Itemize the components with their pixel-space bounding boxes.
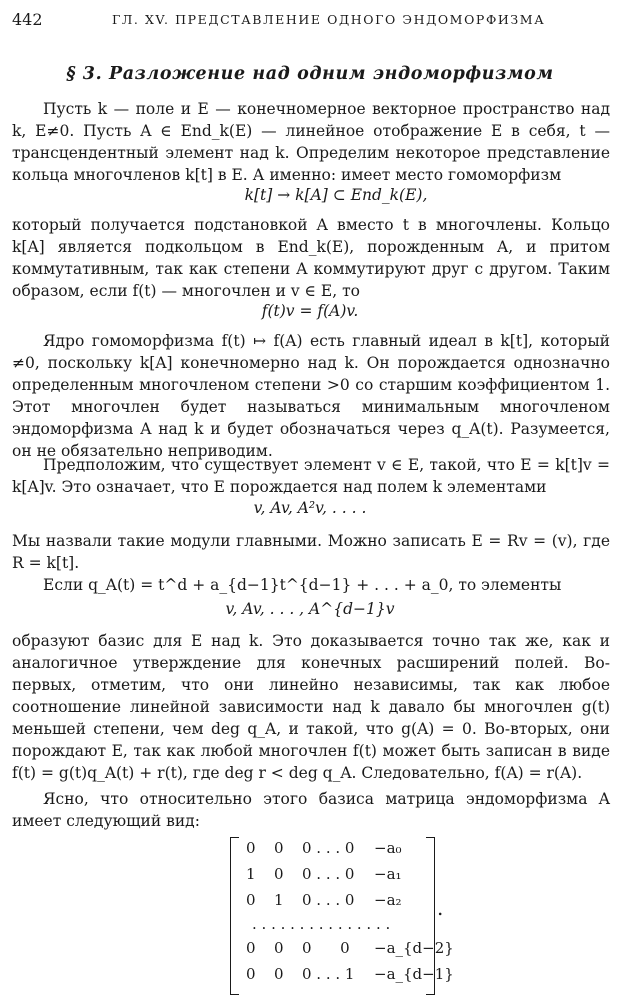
paragraph-5: Мы назвали такие модули главными. Можно записать E = Rv = (v), где R = k[t]. [12, 532, 610, 572]
formula-generators: v, Av, A²v, . . . . [253, 499, 367, 517]
matrix-row: 0 1 0 . . . 0 −a₂ [246, 891, 402, 909]
formula-homomorphism: k[t] → k[A] ⊂ End_k(E), [244, 186, 428, 204]
paragraph-4: Предположим, что существует элемент v ∈ E, такой, что E = k[t]v = k[A]v. Это означает, что E порождается над полем k элементами [12, 456, 610, 496]
paragraph-2: который получается подстановкой A вместо t в многочлены. Кольцо k[A] является подкольцом в End_k(E), порожденным A, и притом коммутативным, так как степени A коммутируют друг с другом. Таким образом, если f(t) — многочлен и v ∈ E, то [12, 216, 610, 300]
section-title: § 3. Разложение над одним эндоморфизмом [66, 64, 554, 84]
matrix-row: 0 0 0 0 −a_{d−2} [246, 939, 454, 957]
matrix-row: 0 0 0 . . . 0 −a₀ [246, 839, 402, 857]
formula-basis: v, Av, . . . , A^{d−1}v [225, 600, 395, 618]
running-title: ГЛ. XV. ПРЕДСТАВЛЕНИЕ ОДНОГО ЭНДОМОРФИЗМА [112, 12, 546, 27]
matrix-left-bracket [230, 837, 239, 995]
matrix-row: 0 0 0 . . . 1 −a_{d−1} [246, 965, 454, 983]
page-number: 442 [12, 10, 43, 29]
paragraph-3: Ядро гомоморфизма f(t) ↦ f(A) есть главный идеал в k[t], который ≠0, поскольку k[A] конечномерно над k. Он порождается однозначно определенным многочленом степени >0 со старшим коэффициентом 1. Этот многочлен будет называться минимальным многочленом эндоморфизма A над k и будет обозначаться через q_A(t). Разумеется, он не обязательно неприводим. [12, 332, 610, 460]
matrix-row: . . . . . . . . . . . . . . . [252, 915, 391, 933]
paragraph-6: Если q_A(t) = t^d + a_{d−1}t^{d−1} + . . . + a_0, то элементы [43, 576, 562, 594]
paragraph-8: Ясно, что относительно этого базиса матрица эндоморфизма A имеет следующий вид: [12, 790, 610, 830]
matrix-terminal-period: . [437, 896, 444, 920]
paragraph-1: Пусть k — поле и E — конечномерное векторное пространство над k, E≠0. Пусть A ∈ End_k(E) — линейное отображение E в себя, t — трансцендентный элемент над k. Определим некоторое представление кольца многочленов k[t] в E. А именно: имеет место гомоморфизм [12, 100, 610, 184]
running-header [12, 10, 608, 32]
matrix-row: 1 0 0 . . . 0 −a₁ [246, 865, 402, 883]
companion-matrix [230, 837, 454, 993]
formula-action: f(t)v = f(A)v. [261, 302, 359, 320]
paragraph-7: образуют базис для E над k. Это доказывается точно так же, как и аналогичное утверждение для конечных расширений полей. Во-первых, отметим, что они линейно независимы, так как любое соотношение линейной зависимости над k давало бы многочлен g(t) меньшей степени, чем deg q_A, и такой, что g(A) = 0. Во-вторых, они порождают E, так как любой многочлен f(t) может быть записан в виде f(t) = g(t)q_A(t) + r(t), где deg r < deg q_A. Следовательно, f(A) = r(A). [12, 632, 610, 782]
